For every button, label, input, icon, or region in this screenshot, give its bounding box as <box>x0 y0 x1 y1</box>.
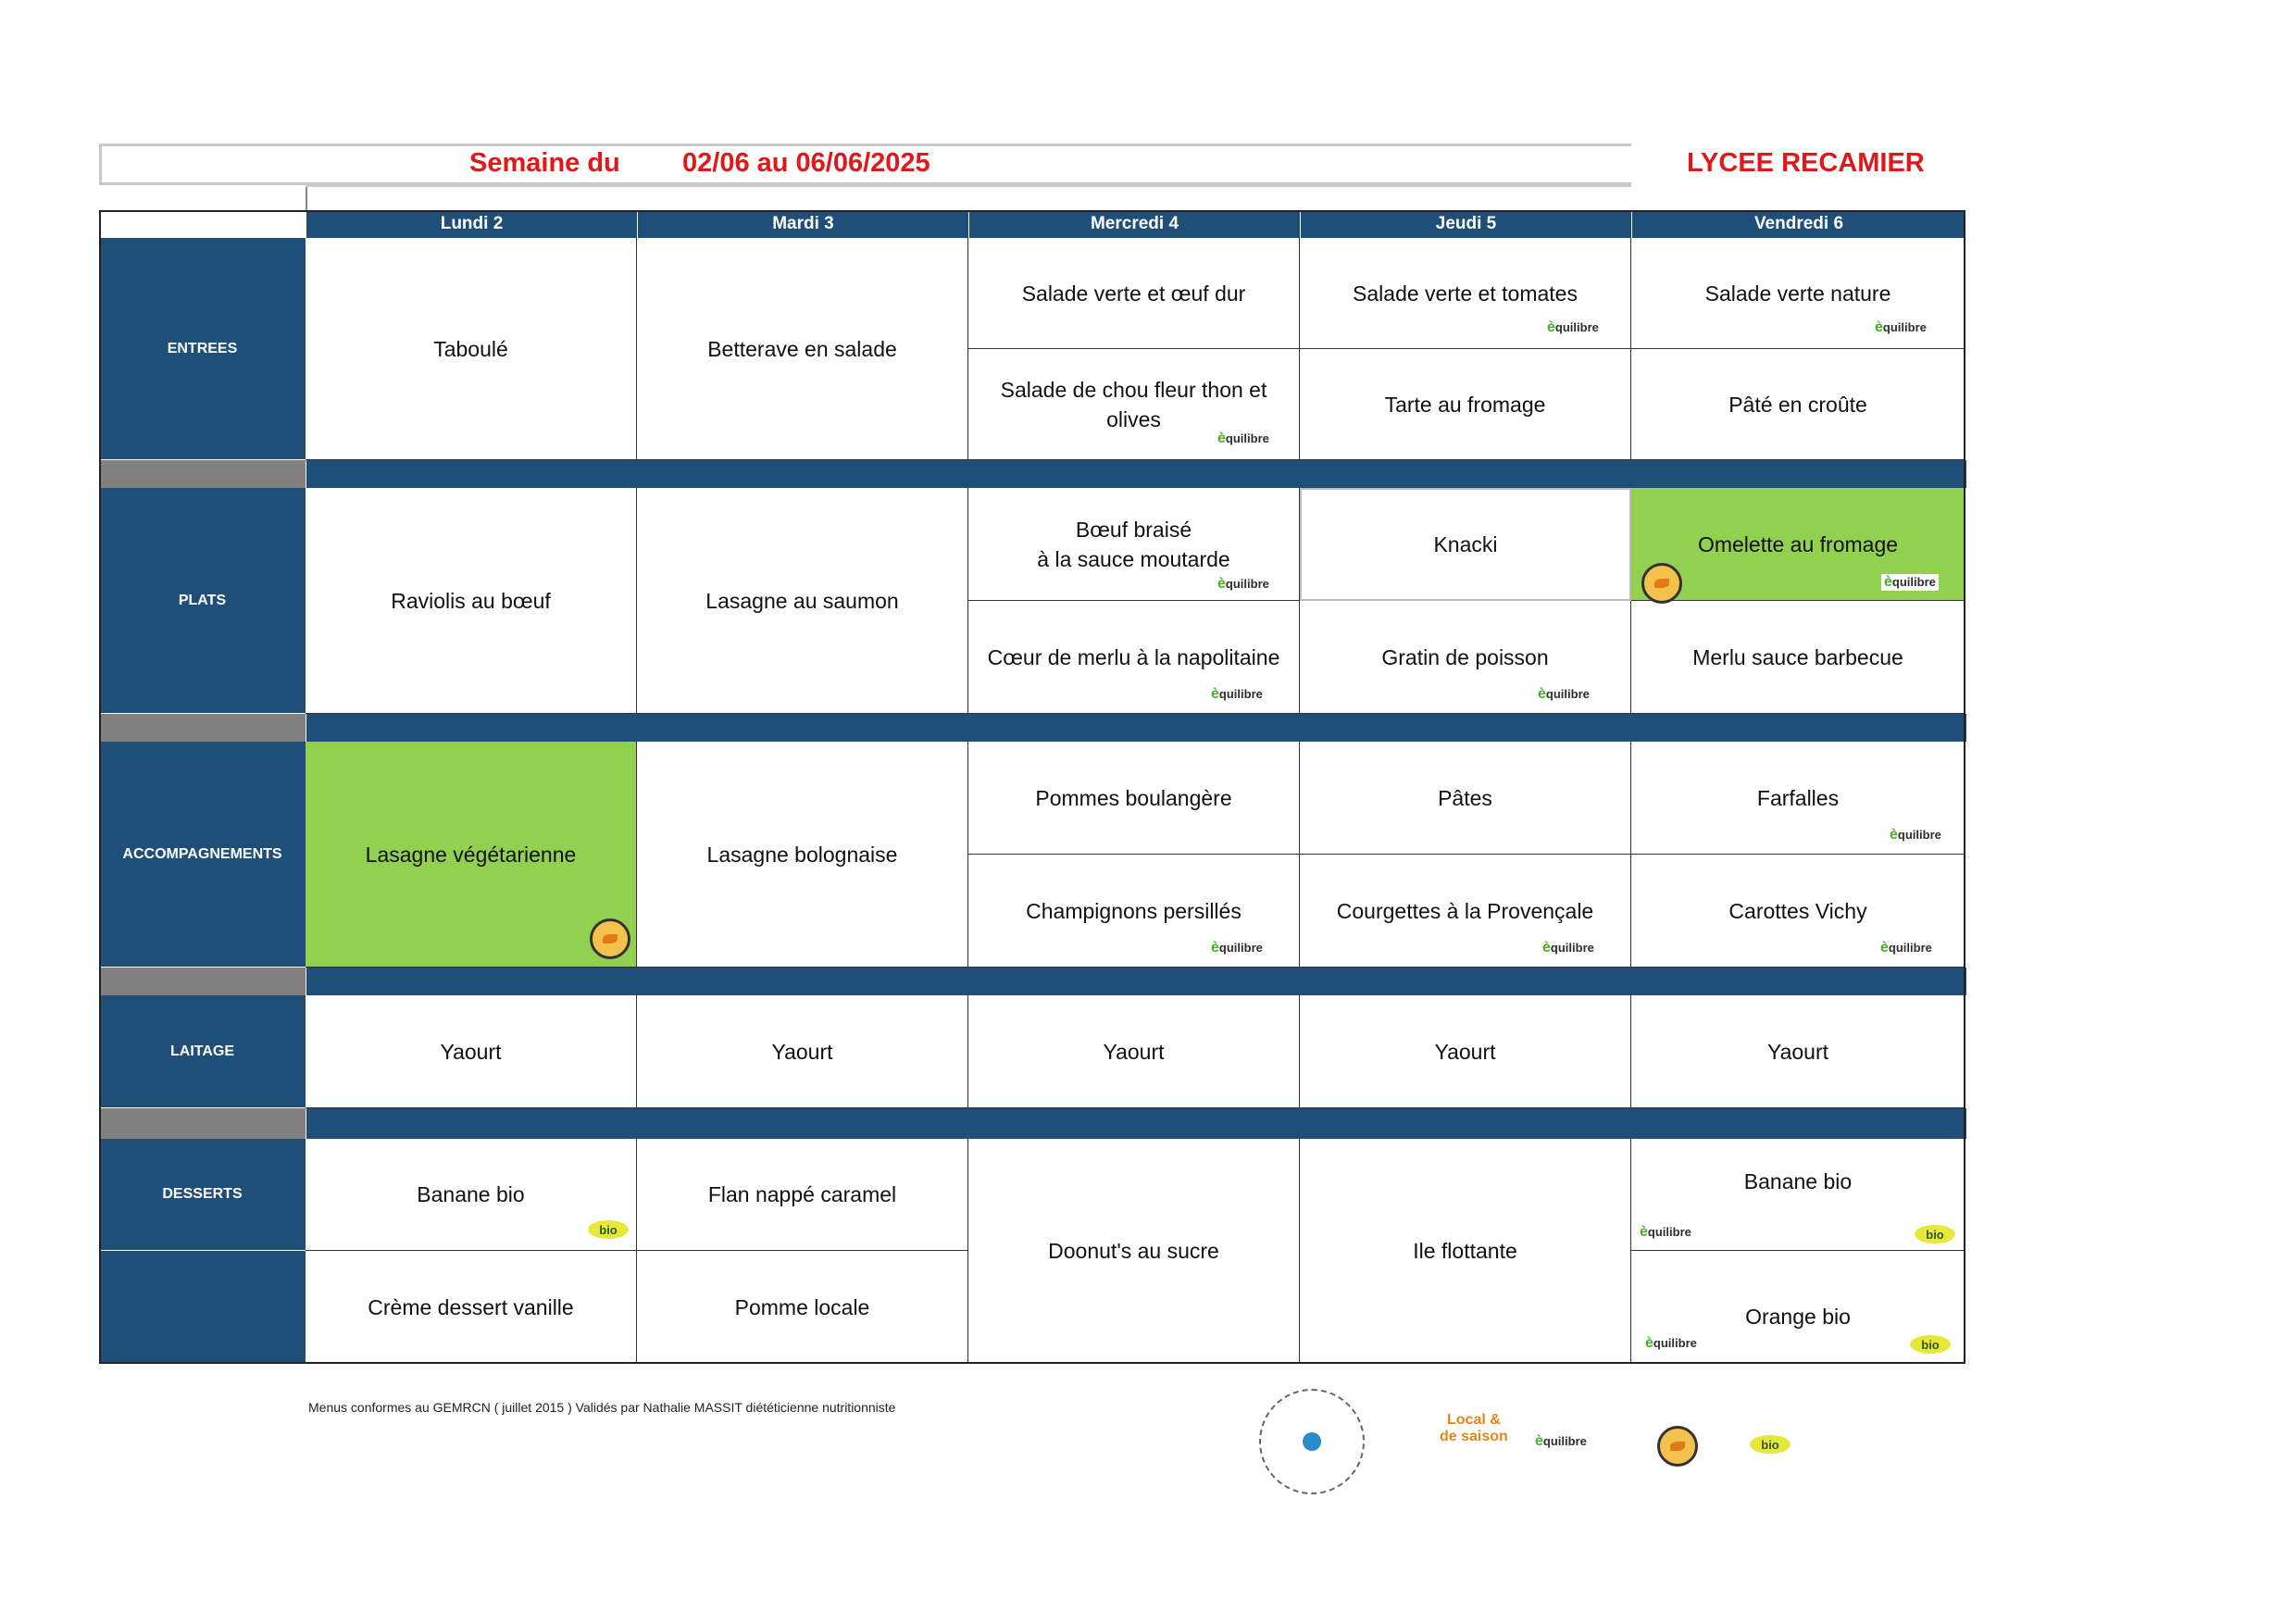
plat-mardi: Lasagne au saumon <box>637 488 968 714</box>
dessert-vendredi-1: Banane bio <box>1631 1139 1965 1251</box>
category-desserts-continued <box>99 1251 306 1364</box>
accompagnement-mercredi-1: Pommes boulangère <box>968 742 1300 855</box>
laitage-vendredi: Yaourt <box>1631 995 1965 1108</box>
plat-vendredi-1: Omelette au fromage <box>1631 488 1965 601</box>
vegetarien-logo-icon <box>1657 1426 1698 1467</box>
dessert-mercredi: Doonut's au sucre <box>968 1139 1300 1364</box>
separator-bar <box>306 460 1966 488</box>
separator-bar <box>306 714 1966 742</box>
equilibre-logo-icon: èquilibre <box>1535 1433 1587 1449</box>
school-name: LYCEE RECAMIER <box>1687 148 1925 178</box>
equilibre-logo-icon: èquilibre <box>1211 940 1263 956</box>
separator-grey <box>99 460 306 488</box>
equilibre-logo-icon: èquilibre <box>1538 686 1590 702</box>
accompagnement-vendredi-2: Carottes Vichy <box>1631 855 1965 968</box>
plat-mercredi-1: Bœuf braisé à la sauce moutarde <box>968 488 1300 601</box>
dessert-lundi-2: Crème dessert vanille <box>306 1251 637 1364</box>
bio-logo-icon: bio <box>588 1220 629 1239</box>
bio-logo-icon: bio <box>1750 1435 1791 1454</box>
vegetarien-logo-icon <box>590 918 630 959</box>
separator-grey <box>99 968 306 995</box>
entree-jeudi-1: Salade verte et tomates <box>1300 238 1631 349</box>
equilibre-logo-icon: èquilibre <box>1645 1335 1697 1351</box>
equilibre-logo-icon: èquilibre <box>1217 431 1269 446</box>
day-header-vendredi: Vendredi 6 <box>1631 210 1965 238</box>
bio-logo-icon: bio <box>1915 1225 1955 1243</box>
day-header-mercredi: Mercredi 4 <box>968 210 1300 238</box>
category-desserts: DESSERTS <box>99 1139 306 1251</box>
accompagnement-lundi: Lasagne végétarienne <box>306 742 637 968</box>
accompagnement-jeudi-1: Pâtes <box>1300 742 1631 855</box>
corner-cell <box>99 210 306 238</box>
equilibre-logo-icon: èquilibre <box>1211 686 1263 702</box>
region-logo-icon <box>1259 1389 1365 1494</box>
equilibre-logo-icon: èquilibre <box>1547 319 1599 335</box>
separator-grey <box>99 714 306 742</box>
equilibre-logo-icon: èquilibre <box>1880 940 1932 956</box>
laitage-jeudi: Yaourt <box>1300 995 1631 1108</box>
dessert-mardi-1: Flan nappé caramel <box>637 1139 968 1251</box>
entree-mercredi-1: Salade verte et œuf dur <box>968 238 1300 349</box>
header-divider <box>306 185 307 210</box>
category-laitage: LAITAGE <box>99 995 306 1108</box>
week-label: Semaine du <box>469 148 620 178</box>
vegetarien-logo-icon <box>1641 563 1682 604</box>
equilibre-logo-icon: èquilibre <box>1890 827 1941 843</box>
day-header-lundi: Lundi 2 <box>306 210 637 238</box>
category-entrees: ENTREES <box>99 238 306 460</box>
laitage-mardi: Yaourt <box>637 995 968 1108</box>
equilibre-logo-icon: èquilibre <box>1875 319 1927 335</box>
entree-mardi: Betterave en salade <box>637 238 968 460</box>
day-header-mardi: Mardi 3 <box>637 210 968 238</box>
entree-vendredi-2: Pâté en croûte <box>1631 349 1965 460</box>
category-plats: PLATS <box>99 488 306 714</box>
separator-bar <box>306 1108 1966 1139</box>
header-divider-line <box>306 185 1631 187</box>
dessert-mardi-2: Pomme locale <box>637 1251 968 1364</box>
entree-jeudi-2: Tarte au fromage <box>1300 349 1631 460</box>
separator-bar <box>306 968 1966 995</box>
dessert-lundi-1: Banane bio <box>306 1139 637 1251</box>
accompagnement-mercredi-2: Champignons persillés <box>968 855 1300 968</box>
equilibre-logo-icon: èquilibre <box>1542 940 1594 956</box>
laitage-mercredi: Yaourt <box>968 995 1300 1108</box>
accompagnement-jeudi-2: Courgettes à la Provençale <box>1300 855 1631 968</box>
plat-vendredi-2: Merlu sauce barbecue <box>1631 601 1965 714</box>
equilibre-logo-icon: èquilibre <box>1640 1224 1691 1240</box>
laitage-lundi: Yaourt <box>306 995 637 1108</box>
category-accompagnements: ACCOMPAGNEMENTS <box>99 742 306 968</box>
local-saison-logo-icon: Local & de saison <box>1440 1412 1508 1444</box>
plat-mercredi-2: Cœur de merlu à la napolitaine <box>968 601 1300 714</box>
entree-mercredi-2: Salade de chou fleur thon et olives <box>968 349 1300 460</box>
day-header-jeudi: Jeudi 5 <box>1300 210 1631 238</box>
entree-vendredi-1: Salade verte nature <box>1631 238 1965 349</box>
plat-jeudi-1: Knacki <box>1300 488 1631 601</box>
accompagnement-mardi: Lasagne bolognaise <box>637 742 968 968</box>
plat-lundi: Raviolis au bœuf <box>306 488 637 714</box>
accompagnement-vendredi-1: Farfalles <box>1631 742 1965 855</box>
entree-lundi: Taboulé <box>306 238 637 460</box>
equilibre-logo-icon: èquilibre <box>1881 574 1939 591</box>
dessert-vendredi-2: Orange bio <box>1631 1251 1965 1364</box>
bio-logo-icon: bio <box>1910 1335 1951 1354</box>
plat-jeudi-2: Gratin de poisson <box>1300 601 1631 714</box>
equilibre-logo-icon: èquilibre <box>1217 576 1269 592</box>
dessert-jeudi: Ile flottante <box>1300 1139 1631 1364</box>
week-date-range: 02/06 au 06/06/2025 <box>682 148 930 178</box>
separator-grey <box>99 1108 306 1139</box>
footer-note: Menus conformes au GEMRCN ( juillet 2015 ) Validés par Nathalie MASSIT diététicienne nutritionniste <box>308 1400 896 1415</box>
